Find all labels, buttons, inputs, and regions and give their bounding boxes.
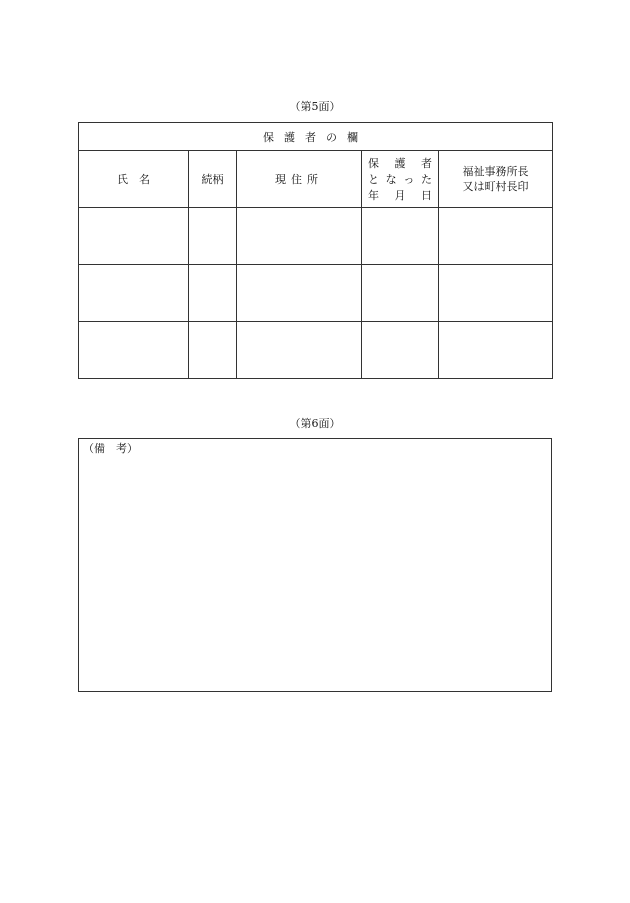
date-header-char: 者 [421,156,432,170]
cell-date[interactable] [362,322,439,379]
header-relationship-label: 続柄 [201,173,224,186]
date-header-char: 護 [394,156,406,170]
date-header-char: っ [403,172,415,186]
page-label-section6: （第6面） [289,417,341,430]
date-header-char: 保 [368,156,379,170]
cell-name[interactable] [79,208,189,265]
cell-address[interactable] [237,322,362,379]
date-header-line2 [362,172,438,187]
header-relationship [189,151,237,208]
cell-address[interactable] [237,208,362,265]
cell-date[interactable] [362,208,439,265]
date-header-char: と [368,172,379,186]
date-header-line3 [362,188,438,203]
cell-seal[interactable] [439,208,553,265]
header-guardian-date [362,151,439,208]
date-header-char: 月 [394,188,406,202]
cell-name[interactable] [79,265,189,322]
cell-relationship[interactable] [189,265,237,322]
header-office-seal [439,151,553,208]
cell-relationship[interactable] [189,322,237,379]
cell-seal[interactable] [439,265,553,322]
remarks-text[interactable] [85,459,545,685]
cell-relationship[interactable] [189,208,237,265]
office-header-line2: 又は町村長印 [462,180,529,193]
cell-seal[interactable] [439,322,553,379]
office-header-line1: 福祉事務所長 [462,165,529,178]
guardian-table [78,122,553,379]
cell-address[interactable] [237,265,362,322]
date-header-char: た [420,172,432,186]
date-header-char: 日 [421,188,432,202]
page-label-section5: （第5面） [289,100,341,113]
header-name-label: 氏 名 [117,173,150,186]
table-row [79,208,553,265]
cell-date[interactable] [362,265,439,322]
table-row [79,265,553,322]
table-title: 保護者の欄 [79,123,553,151]
remarks-label: （備 考） [83,442,138,455]
cell-name[interactable] [79,322,189,379]
date-header-char: 年 [368,188,379,202]
date-header-char: な [385,172,397,186]
header-address-label: 現住所 [275,173,323,186]
remarks-box[interactable] [78,438,552,692]
date-header-line1 [362,156,438,171]
header-name [79,151,189,208]
header-address [237,151,362,208]
table-row [79,322,553,379]
